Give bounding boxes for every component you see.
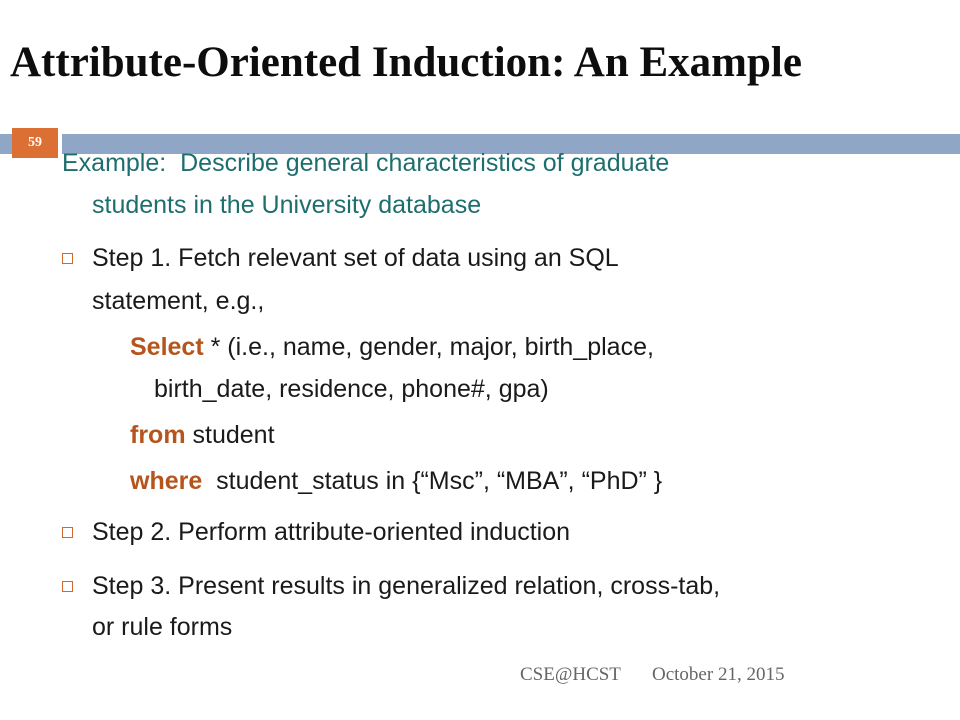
step1-line-2: statement, e.g.,: [92, 287, 265, 315]
sql-from-text: student: [192, 421, 275, 449]
sql-where-keyword: where: [130, 467, 203, 495]
sql-from-keyword: from: [130, 421, 186, 449]
sql-select-keyword: Select: [130, 333, 204, 361]
square-bullet-icon: [62, 527, 73, 538]
sql-where-text: student_status in {“Msc”, “MBA”, “PhD” }: [216, 467, 663, 495]
slide-title: Attribute-Oriented Induction: An Example: [10, 39, 802, 86]
example-line-1: [62, 148, 669, 178]
sql-select-line: [130, 332, 654, 362]
example-label: Example:: [62, 149, 167, 177]
square-bullet-icon: [62, 581, 73, 592]
sql-where-line: [130, 466, 662, 496]
step3-line-1: Step 3. Present results in generalized relation, cross-tab,: [92, 572, 721, 600]
footer-org: CSE@HCST: [520, 664, 621, 685]
step3-line-2: or rule forms: [92, 613, 233, 641]
header-bar-left: [0, 134, 12, 154]
example-line-2: students in the University database: [92, 191, 482, 219]
sql-select-line-2: birth_date, residence, phone#, gpa): [154, 375, 549, 403]
page-number-badge: 59: [12, 128, 58, 158]
sql-from-line: [130, 420, 275, 450]
square-bullet-icon: [62, 253, 73, 264]
footer-date: October 21, 2015: [652, 664, 785, 685]
step1-line-1: Step 1. Fetch relevant set of data using an SQL: [92, 244, 619, 272]
step2-line: Step 2. Perform attribute-oriented induction: [92, 518, 571, 546]
example-text-1: Describe general characteristics of graduate: [180, 149, 670, 177]
sql-select-text: * (i.e., name, gender, major, birth_place,: [210, 333, 654, 361]
